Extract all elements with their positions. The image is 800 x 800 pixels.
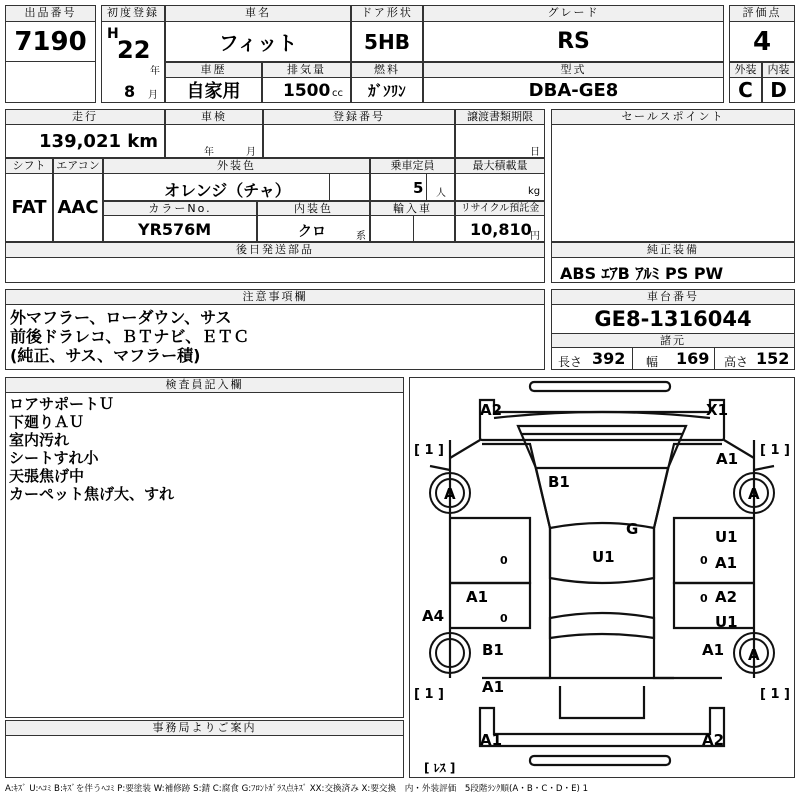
damage-code: [ 1 ] — [760, 443, 790, 458]
transfer-day-unit: 日 — [530, 147, 540, 158]
colorno-cell — [103, 215, 257, 242]
office-cell — [5, 735, 404, 778]
inspector-line: 天張焦げ中 — [9, 467, 85, 485]
ac-label: エアコン — [53, 158, 103, 174]
damage-code: A1 — [715, 554, 738, 572]
recycle-cell — [455, 215, 545, 242]
intcolor-unit: 系 — [356, 231, 366, 242]
damage-code: A1 — [702, 641, 725, 659]
score-label: 評価点 — [729, 5, 795, 22]
reg-cell — [263, 124, 455, 158]
note-line: (純正、サス、マフラー積) — [10, 346, 201, 365]
mileage-label: 走行 — [5, 109, 165, 125]
model-label: 型式 — [423, 62, 724, 78]
note-line: 前後ドラレコ、ＢＴナビ、ＥＴＣ — [10, 327, 250, 346]
import-cell — [370, 215, 455, 242]
interior-label: 内装 — [762, 62, 795, 78]
inspection-label: 車検 — [165, 109, 263, 125]
grade: RS — [557, 29, 590, 54]
sales-points-cell — [551, 124, 795, 242]
displacement-unit: cc — [332, 88, 343, 99]
inspection-cell — [165, 124, 263, 158]
chassis-cell — [551, 304, 795, 334]
history: 自家用 — [186, 81, 241, 102]
displacement-label: 排気量 — [262, 62, 351, 78]
damage-code: A1 — [466, 588, 489, 606]
colorno: YR576M — [138, 220, 212, 239]
insp-month-unit: 月 — [246, 147, 256, 158]
damage-code: A2 — [715, 588, 738, 606]
car-diagram — [410, 378, 794, 777]
inspector-cell — [5, 392, 404, 718]
capacity: 5 — [413, 179, 424, 197]
car-diagram-frame — [409, 377, 795, 778]
exterior-grade: C — [738, 78, 753, 102]
intcolor-label: 内装色 — [257, 201, 370, 216]
inspector-label: 検査員記入欄 — [5, 377, 404, 393]
damage-code: 0 — [500, 612, 508, 625]
damage-code: U1 — [715, 613, 738, 631]
chassis-label: 車台番号 — [551, 289, 795, 305]
color: オレンジ（チャ） — [164, 181, 291, 200]
damage-code: B1 — [548, 473, 570, 491]
hgt-label: 高さ — [724, 355, 749, 369]
fuel: ｶﾞｿﾘﾝ — [368, 81, 406, 100]
transfer-label: 譲渡書類期限 — [455, 109, 545, 125]
damage-code: X1 — [706, 401, 729, 419]
color-label: 外装色 — [103, 158, 370, 174]
interior-cell — [762, 77, 795, 103]
later-parts-cell — [5, 257, 545, 283]
ac-cell — [53, 173, 103, 242]
chassis-number: GE8-1316044 — [594, 307, 752, 331]
import-label: 輸入車 — [370, 201, 455, 216]
insp-year-unit: 年 — [204, 147, 214, 158]
car-name: フィット — [218, 31, 298, 55]
first-reg-cell — [101, 21, 165, 103]
damage-code: A1 — [716, 450, 739, 468]
damage-code: [ 1 ] — [760, 687, 790, 702]
len: 392 — [592, 349, 626, 368]
shift: FAT — [11, 197, 47, 218]
era: H — [107, 26, 119, 42]
inspector-line: 室内汚れ — [9, 431, 70, 449]
equip-label: 純正装備 — [551, 242, 795, 258]
office-label: 事務局よりご案内 — [5, 720, 404, 736]
damage-code: A — [748, 646, 760, 664]
hgt: 152 — [756, 349, 790, 368]
model: DBA-GE8 — [528, 79, 619, 101]
note-line: 外マフラー、ローダウン、サス — [10, 308, 232, 327]
damage-code: [ ﾚｽ ] — [424, 761, 456, 775]
lot-cell — [5, 21, 96, 62]
damage-code: 0 — [700, 554, 708, 567]
color-cell — [103, 173, 370, 201]
score-cell — [729, 21, 795, 62]
damage-code: A4 — [422, 607, 445, 625]
door-cell — [351, 21, 423, 62]
damage-code: A — [748, 485, 760, 503]
recycle-unit: 円 — [530, 231, 540, 242]
capacity-cell — [370, 173, 455, 201]
transfer-cell — [455, 124, 545, 158]
intcolor: クロ — [298, 224, 326, 240]
door-label: ドア形状 — [351, 5, 423, 22]
inspector-line: シートすれ小 — [9, 449, 99, 467]
damage-code: 0 — [700, 592, 708, 605]
damage-code: A2 — [480, 401, 503, 419]
damage-code: [ 1 ] — [414, 687, 444, 702]
score: 4 — [752, 26, 772, 57]
grade-cell — [423, 21, 724, 62]
inspector-line: カーペット焦げ大、すれ — [9, 485, 175, 503]
car-name-label: 車名 — [165, 5, 351, 22]
intcolor-cell — [257, 215, 370, 242]
mileage-cell — [5, 124, 165, 158]
grade-label: グレード — [423, 5, 724, 22]
damage-code: A — [444, 485, 456, 503]
door-type: 5HB — [364, 29, 410, 54]
car-name-cell — [165, 21, 351, 62]
lot-label: 出品番号 — [5, 5, 96, 22]
spec-label: 諸元 — [551, 333, 795, 348]
load-cell — [455, 173, 545, 201]
exterior-label: 外装 — [729, 62, 762, 78]
year-unit: 年 — [150, 66, 160, 77]
len-label: 長さ — [558, 355, 583, 369]
displacement-cell — [262, 77, 351, 103]
load-unit: kg — [528, 186, 541, 197]
damage-code: 0 — [500, 554, 508, 567]
shift-label: シフト — [5, 158, 53, 174]
lot-blank — [5, 61, 96, 103]
equip-cell — [551, 257, 795, 283]
notes-label: 注意事項欄 — [5, 289, 545, 305]
ac: AAC — [57, 197, 99, 218]
reg-month: 8 — [124, 82, 136, 101]
wid-label: 幅 — [646, 355, 659, 369]
damage-code: A2 — [702, 731, 725, 749]
model-cell — [423, 77, 724, 103]
interior-grade: D — [770, 78, 787, 102]
damage-code: U1 — [592, 548, 615, 566]
sales-points-label: セールスポイント — [551, 109, 795, 125]
damage-code: B1 — [482, 641, 504, 659]
lot-number: 7190 — [14, 26, 87, 57]
colorno-label: カラーNo. — [103, 201, 257, 216]
capacity-unit: 人 — [436, 188, 446, 199]
wid: 169 — [676, 349, 710, 368]
mileage: 139,021 km — [39, 131, 158, 152]
reg-label: 登録番号 — [263, 109, 455, 125]
history-cell — [165, 77, 262, 103]
first-reg-label: 初度登録 — [101, 5, 165, 22]
inspector-line: 下廻りＡＵ — [9, 413, 85, 431]
shift-cell — [5, 173, 53, 242]
car-outline — [430, 382, 774, 765]
month-unit: 月 — [148, 90, 158, 101]
notes-cell — [5, 304, 545, 370]
equip: ABS ｴｱB ｱﾙﾐ PS PW — [560, 264, 724, 283]
loadmax-label: 最大積載量 — [455, 158, 545, 174]
reg-year: 22 — [117, 36, 151, 64]
damage-code: A1 — [480, 731, 503, 749]
recycle: 10,810 — [470, 220, 532, 239]
history-label: 車歴 — [165, 62, 262, 78]
fuel-cell — [351, 77, 423, 103]
capacity-label: 乗車定員 — [370, 158, 455, 174]
later-parts-label: 後日発送部品 — [5, 242, 545, 258]
displacement: 1500 — [283, 81, 331, 101]
damage-code: [ 1 ] — [414, 443, 444, 458]
damage-code: G — [626, 520, 639, 538]
spec-cell — [551, 347, 795, 370]
legend: A:ｷｽﾞ U:ﾍｺﾐ B:ｷｽﾞを伴うﾍｺﾐ P:要塗装 W:補修跡 S:錆 C:腐食 G:ﾌﾛﾝﾄｶﾞﾗｽ点ｷｽﾞ XX:交換済み X:要交換 内・外装評価 5段階ﾗﾝｸ順(A・B・C・D・E) 1 — [5, 784, 589, 794]
inspector-line: ロアサポートＵ — [9, 395, 115, 413]
damage-code: A1 — [482, 678, 505, 696]
damage-code: U1 — [715, 528, 738, 546]
fuel-label: 燃料 — [351, 62, 423, 78]
recycle-label: リサイクル預託金 — [455, 201, 545, 216]
exterior-cell — [729, 77, 762, 103]
